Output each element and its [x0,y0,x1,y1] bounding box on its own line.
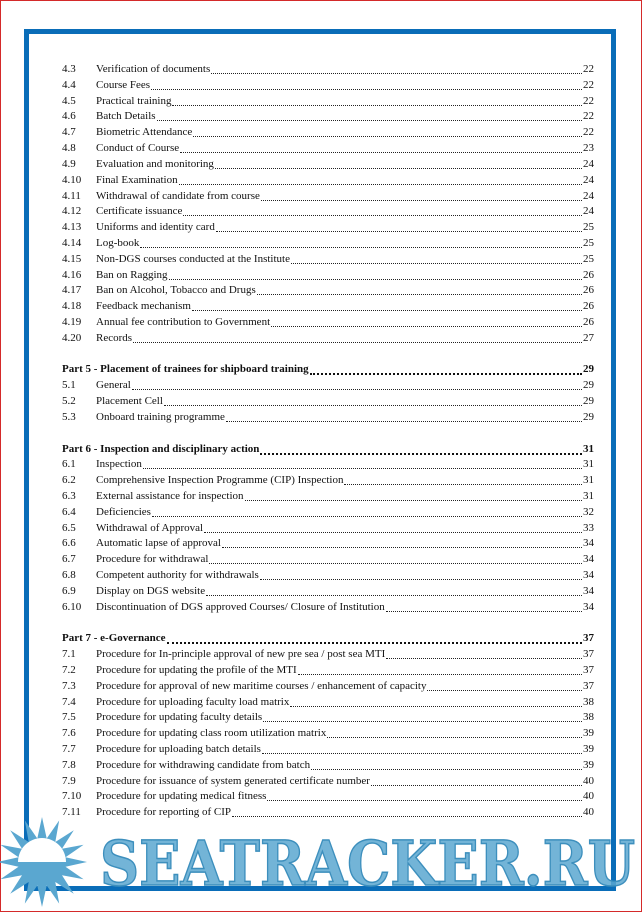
table-of-contents [62,62,594,821]
section-title: Deficiencies [96,505,151,518]
dot-leader [386,600,582,612]
section-title: Procedure for withdrawal [96,553,209,566]
toc-entry[interactable] [62,774,594,790]
section-number: 7.11 [62,806,81,819]
toc-entry[interactable] [62,283,594,299]
page-number: 40 [583,774,594,787]
toc-entry[interactable] [62,220,594,236]
section-number: 7.6 [62,727,76,740]
section-number: 7.1 [62,648,76,661]
section-number: 7.2 [62,663,76,676]
toc-entry[interactable] [62,125,594,141]
dot-leader [311,758,582,770]
page-number: 38 [583,711,594,724]
page-number: 33 [583,521,594,534]
section-title: Procedure for withdrawing candidate from batch [96,758,311,771]
page-number: 24 [583,189,594,202]
section-title: Conduct of Course [96,142,180,155]
page-number: 34 [583,584,594,597]
section-number: 6.3 [62,489,76,502]
page-number: 31 [583,474,594,487]
section-number: 4.19 [62,316,82,328]
toc-entry[interactable] [62,473,594,489]
sun-icon [0,817,87,907]
section-number: 6.4 [62,505,76,518]
toc-entry[interactable] [62,552,594,568]
dot-leader [262,742,582,754]
dot-leader [226,410,582,422]
page-number: 37 [583,663,594,676]
dot-leader [167,631,582,644]
dot-leader [298,663,582,675]
page-number: 26 [583,300,594,313]
page-number: 34 [583,569,594,581]
page-number: 34 [583,600,594,613]
toc-entry[interactable] [62,695,594,711]
section-number: 4.7 [62,126,76,139]
section-number: 4.15 [62,252,82,265]
section-title: Feedback mechanism [96,300,191,313]
section-number: 6.9 [62,584,76,597]
section-number: 7.8 [62,758,76,771]
dot-leader [222,536,582,548]
section-title: Procedure for approval of new maritime courses / enhancement of capacity [96,679,427,692]
part-title: Part 7 - e-Governance [62,632,166,645]
page-number: 31 [583,458,594,471]
dot-leader [143,457,582,469]
dot-leader [172,94,582,106]
page-number: 22 [583,94,594,107]
page-number: 39 [583,742,594,755]
section-number: 7.4 [62,695,76,708]
page-number: 29 [583,379,594,392]
watermark-logo [0,810,642,912]
section-number: 5.3 [62,410,76,423]
toc-entry[interactable] [62,252,594,268]
section-number: 4.12 [62,205,82,218]
dot-leader [263,710,582,722]
section-title: Procedure for issuance of system generated certificate number [96,774,370,787]
toc-entry[interactable] [62,173,594,189]
page-number: 39 [583,758,594,771]
dot-leader [133,331,582,343]
watermark-text: SEATRACKER.RU [100,827,635,900]
section-title: Comprehensive Inspection Programme (CIP) Inspection [96,474,344,487]
dot-leader [180,141,582,153]
section-title: Discontinuation of DGS approved Courses/ Closure of Institution [96,600,385,613]
page-number: 31 [583,442,594,455]
dot-leader [344,473,582,485]
spacer [62,426,594,442]
toc-entry[interactable] [62,109,594,125]
dot-leader [290,695,582,707]
page-number: 26 [583,268,594,281]
section-number: 7.3 [62,679,76,692]
toc-entry[interactable] [62,758,594,774]
toc-entry[interactable] [62,647,594,663]
toc-entry[interactable] [62,600,594,616]
toc-entry[interactable] [62,726,594,742]
toc-entry[interactable] [62,410,594,426]
dot-leader [260,568,582,580]
toc-part-heading[interactable] [62,362,594,378]
page-number: 27 [583,331,594,344]
page-number: 34 [583,553,594,566]
section-number: 7.10 [62,790,82,803]
section-number: 4.9 [62,157,76,170]
section-title: Non-DGS courses conducted at the Institute [96,252,290,265]
section-title: Final Examination [96,173,178,186]
section-title: Biometric Attendance [96,126,193,139]
toc-part-heading[interactable] [62,631,594,647]
toc-entry[interactable] [62,315,594,331]
section-number: 4.8 [62,142,76,155]
section-title: Procedure for reporting of CIP [96,806,232,819]
dot-leader [271,315,582,327]
toc-entry[interactable] [62,536,594,552]
section-title: Ban on Ragging [96,268,168,281]
dot-leader [291,252,582,264]
dot-leader [192,299,582,311]
section-number: 4.16 [62,268,82,281]
dot-leader [179,173,582,185]
section-title: Batch Details [96,110,156,123]
dot-leader [371,774,582,786]
section-number: 4.3 [62,63,76,75]
page-number: 34 [583,537,594,550]
toc-entry[interactable] [62,489,594,505]
dot-leader [427,679,582,691]
dot-leader [327,726,582,738]
toc-entry[interactable] [62,505,594,521]
part-title: Part 5 - Placement of trainees for shipboard training [62,363,309,376]
page-number: 23 [583,142,594,155]
toc-entry[interactable] [62,568,594,584]
section-title: Inspection [96,458,142,471]
section-number: 5.1 [62,379,76,392]
section-title: General [96,379,131,392]
section-number: 4.17 [62,284,82,297]
section-title: Practical training [96,94,172,107]
section-title: Withdrawal of Approval [96,521,204,534]
page-number: 25 [583,236,594,249]
page-number: 22 [583,78,594,91]
dot-leader [386,647,582,659]
section-number: 4.13 [62,221,82,234]
section-title: Course Fees [96,78,151,91]
section-number: 5.2 [62,395,76,408]
page-number: 25 [583,252,594,265]
spacer [62,347,594,363]
dot-leader [267,789,582,801]
dot-leader [164,394,582,406]
section-title: Log-book [96,236,140,249]
toc-entry[interactable] [62,141,594,157]
toc-entry[interactable] [62,189,594,205]
dot-leader [204,521,582,533]
section-number: 4.6 [62,110,76,123]
section-title: External assistance for inspection [96,489,244,502]
page-number: 31 [583,489,594,502]
page-number: 22 [583,126,594,139]
dot-leader [245,489,582,501]
section-number: 6.8 [62,569,76,581]
page-number: 39 [583,727,594,740]
section-title: Verification of documents [96,63,211,75]
section-number: 6.6 [62,537,76,550]
toc-entry[interactable] [62,331,594,347]
toc-entry[interactable] [62,62,594,78]
toc-entry[interactable] [62,94,594,110]
section-title: Competent authority for withdrawals [96,569,259,581]
page-number: 29 [583,363,594,376]
section-number: 4.18 [62,300,82,313]
page-number: 29 [583,395,594,408]
toc-entry[interactable] [62,394,594,410]
part-title: Part 6 - Inspection and disciplinary action [62,442,260,455]
section-title: Certificate issuance [96,205,183,218]
toc-entry[interactable] [62,710,594,726]
dot-leader [209,552,582,564]
toc-entry[interactable] [62,679,594,695]
section-number: 4.10 [62,173,82,186]
section-title: Evaluation and monitoring [96,157,214,170]
page-number: 37 [583,679,594,692]
toc-entry[interactable] [62,236,594,252]
section-number: 7.9 [62,774,76,787]
section-title: Uniforms and identity card [96,221,215,234]
section-title: Records [96,331,133,344]
toc-entry[interactable] [62,789,594,805]
page-number: 24 [583,205,594,218]
dot-leader [183,204,582,216]
section-number: 6.1 [62,458,76,471]
section-title: Procedure for In-principle approval of new pre sea / post sea MTI [96,648,386,661]
page-number: 26 [583,316,594,328]
dot-leader [261,189,582,201]
toc-entry[interactable] [62,584,594,600]
section-title: Procedure for uploading faculty load matrix [96,695,290,708]
section-title: Procedure for updating class room utilization matrix [96,727,327,740]
toc-entry[interactable] [62,742,594,758]
toc-entry[interactable] [62,268,594,284]
page-number: 32 [583,505,594,518]
section-number: 6.2 [62,474,76,487]
toc-entry[interactable] [62,299,594,315]
page-number: 38 [583,695,594,708]
section-number: 6.7 [62,553,76,566]
section-title: Automatic lapse of approval [96,537,221,550]
section-title: Procedure for updating faculty details [96,711,263,724]
dot-leader [132,378,582,390]
page-number: 22 [583,63,594,75]
section-title: Onboard training programme [96,410,225,423]
section-number: 6.5 [62,521,76,534]
section-title: Annual fee contribution to Government [96,316,271,328]
toc-part-heading[interactable] [62,442,594,458]
page-number: 40 [583,806,594,819]
dot-leader [206,584,582,596]
section-number: 4.5 [62,94,76,107]
dot-leader [257,283,582,295]
dot-leader [169,268,583,280]
section-title: Ban on Alcohol, Tobacco and Drugs [96,284,256,297]
toc-entry[interactable] [62,457,594,473]
page-number: 25 [583,221,594,234]
dot-leader [211,62,582,74]
section-title: Placement Cell [96,395,163,408]
dot-leader [193,125,582,137]
page-number: 40 [583,790,594,803]
section-number: 4.4 [62,78,76,91]
page-number: 26 [583,284,594,297]
section-title: Withdrawal of candidate from course [96,189,260,202]
section-number: 4.20 [62,331,82,344]
toc-entry[interactable] [62,204,594,220]
section-title: Procedure for uploading batch details [96,742,261,755]
section-title: Display on DGS website [96,584,206,597]
dot-leader [310,362,582,375]
spacer [62,615,594,631]
page-number: 37 [583,632,594,645]
dot-leader [152,505,582,517]
dot-leader [140,236,582,248]
page-number: 29 [583,410,594,423]
toc-entry[interactable] [62,157,594,173]
section-number: 4.11 [62,189,81,202]
section-number: 7.7 [62,742,76,755]
section-number: 7.5 [62,711,76,724]
dot-leader [216,220,582,232]
page-number: 24 [583,173,594,186]
section-title: Procedure for updating the profile of the MTI [96,663,297,676]
toc-entry[interactable] [62,78,594,94]
section-number: 6.10 [62,600,82,613]
dot-leader [157,109,582,121]
section-title: Procedure for updating medical fitness [96,790,267,803]
page-number: 24 [583,157,594,170]
dot-leader [260,442,582,455]
dot-leader [151,78,582,90]
toc-entry[interactable] [62,663,594,679]
toc-entry[interactable] [62,378,594,394]
section-number: 4.14 [62,236,82,249]
page-number: 22 [583,110,594,123]
page-number: 37 [583,648,594,661]
toc-entry[interactable] [62,521,594,537]
dot-leader [215,157,582,169]
